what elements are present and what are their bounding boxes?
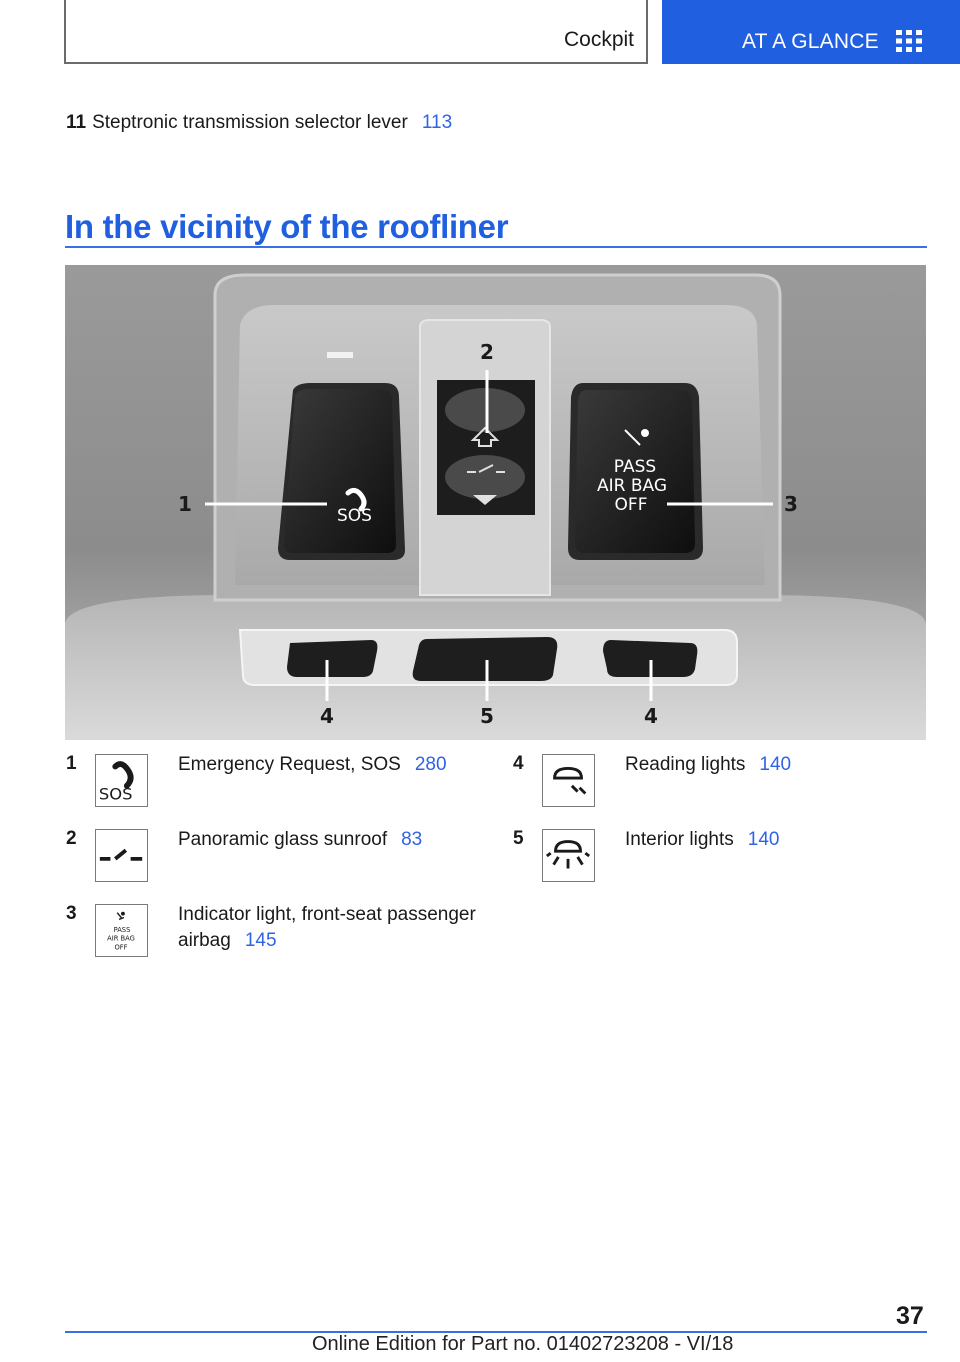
item-number: 11 (66, 112, 87, 133)
svg-text:PASS: PASS (113, 925, 131, 934)
callout-4-left: 4 (320, 704, 334, 728)
sos-button-label: SOS (337, 506, 372, 526)
page-reference-link[interactable]: 113 (421, 112, 453, 133)
callout-3: 3 (784, 492, 798, 516)
page-number: 37 (896, 1302, 924, 1330)
legend-text-line-2: airbag (178, 930, 231, 951)
page-reference-link[interactable]: 140 (759, 754, 792, 775)
callout-1: 1 (178, 492, 192, 516)
page-reference-link[interactable]: 280 (414, 754, 447, 775)
svg-text:OFF: OFF (114, 943, 128, 952)
header-section-box (64, 0, 648, 64)
legend-number-5: 5 (513, 828, 524, 849)
legend-item-3 (178, 902, 476, 954)
footer-edition-text: Online Edition for Part no. 01402723208 - VI/18 (312, 1333, 734, 1355)
sunroof-icon (95, 829, 148, 882)
item-text: Steptronic transmission selector lever (92, 112, 408, 133)
header-section-title: Cockpit (563, 28, 634, 51)
header-chapter-title: AT A GLANCE (742, 30, 879, 53)
svg-text:AIR BAG: AIR BAG (107, 934, 135, 943)
airbag-pass-label: PASS (613, 457, 657, 477)
legend-number-4: 4 (513, 753, 524, 774)
legend-text-line-1: Indicator light, front-seat passenger (178, 904, 476, 925)
roofliner-controls-photo (65, 265, 926, 740)
reading-light-icon (542, 754, 595, 807)
legend-number-2: 2 (66, 828, 77, 849)
page-reference-link[interactable]: 145 (244, 930, 277, 951)
legend-text: Interior lights (625, 829, 734, 850)
passenger-airbag-off-icon (95, 904, 148, 957)
page-reference-link[interactable]: 140 (747, 829, 780, 850)
heading-divider (65, 246, 927, 248)
grid-icon (896, 30, 922, 52)
callout-4-right: 4 (644, 704, 658, 728)
legend-item-5 (625, 827, 779, 853)
legend-item-1 (178, 752, 447, 778)
airbag-airbag-label: AIR BAG (596, 476, 668, 496)
callout-5: 5 (480, 704, 494, 728)
airbag-off-label: OFF (614, 495, 648, 515)
legend-number-3: 3 (66, 903, 77, 924)
svg-text:SOS: SOS (98, 784, 133, 804)
legend-number-1: 1 (66, 753, 77, 774)
legend-item-2 (178, 827, 422, 853)
legend-item-4 (625, 752, 791, 778)
section-heading: In the vicinity of the roofliner (65, 208, 509, 245)
callout-2: 2 (480, 340, 494, 364)
header-chapter-tab[interactable] (662, 0, 960, 64)
legend-text: Panoramic glass sunroof (178, 829, 388, 850)
interior-light-icon (542, 829, 595, 882)
legend-text: Reading lights (625, 754, 746, 775)
legend-text: Emergency Request, SOS (178, 754, 401, 775)
sos-phone-icon (95, 754, 148, 807)
page-reference-link[interactable]: 83 (401, 829, 423, 850)
list-item-11 (66, 112, 452, 134)
